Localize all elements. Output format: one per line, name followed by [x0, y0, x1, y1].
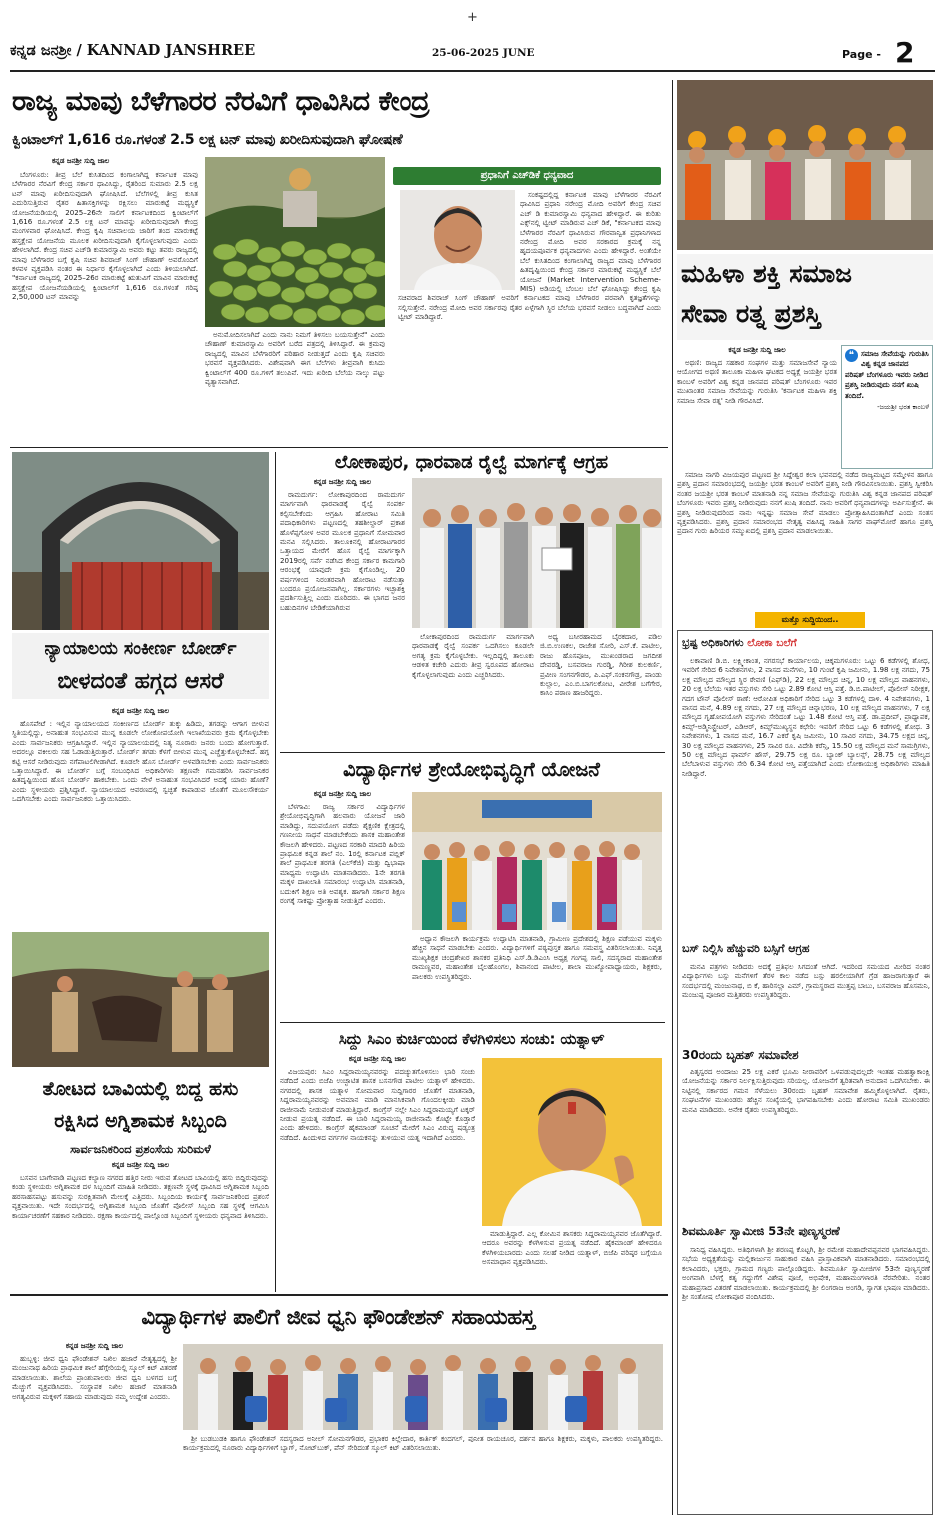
meeting-title: 30ರಂದು ಬೃಹತ್ ಸಮಾವೇಶ	[682, 1048, 799, 1062]
story6-headline-box	[12, 1073, 269, 1143]
story1-body-left: ಬೆಂಗಳೂರು: ತೀವ್ರ ಬೆಲೆ ಕುಸಿತದಿಂದ ಕಂಗಾಲಾಗಿದ್ದ ಕರ್ನಾಟಕ ಮಾವು ಬೆಳೆಗಾರರ ನೆರವಿಗೆ ಕೇಂದ್ರ ಸರ್ಕಾರ ಧಾವಿಸಿದ್ದು, ರೈತರಿಂದ ಸುಮಾರು 2.5 ಲಕ್ಷ ಟನ್ ಮಾವು ಖರೀದಿಸುವುದಾಗಿ ಘೋಷಿಸಿದೆ. ಬೆಲೆಗಳಲ್ಲಿ ತೀವ್ರ ಕುಸಿತ ಎದುರಿಸುತ್ತಿರುವ ರೈತರ ಹಿತಾಸಕ್ತಿಗಳನ್ನು ರಕ್ಷಿಸಲು ಮಾರುಕಟ್ಟೆ ಮಧ್ಯಸ್ಥಿಕೆ ಯೋಜನೆಯಡಿಯಲ್ಲಿ 2025–26ನೇ ಸಾಲಿಗೆ ಕರ್ನಾಟಕದಿಂದ ಕ್ವಿಂಟಾಲ್‌ಗೆ 1,616 ರೂ.ಗಳಂತೆ 2.5 ಲಕ್ಷ ಟನ್ ಮಾವನ್ನು ಖರೀದಿಸುವುದಾಗಿ ಕೇಂದ್ರ ಮಂಗಳವಾರ ಘೋಷಿಸಿದೆ. ಕೇಂದ್ರ ಕೃಷಿ ಸಚಿವಾಲಯ ಜಾರಿಗೆ ತಂದ ಮಾರುಕಟ್ಟೆ ಹಸ್ತಕ್ಷೇಪ ಯೋಜನೆಯ ಮೂಲಕ ಖರೀದಿಸುವುದಾಗಿ ಕೈಗೊಳ್ಳಲಾಗುವುದು ಎಂದು ಹೇಳಲಾಗಿದೆ. ಕೇಂದ್ರ ಸಚಿವ ಎಚ್‌ಡಿ ಕುಮಾರಸ್ವಾಮಿ ಅವರು ಕಟ್ಟು ತವರು ರಾಜ್ಯದಲ್ಲಿ ಮಾವು ಬೆಳೆಗಾರರ ಬಗ್ಗೆ ಕೃಷಿ ಸಚಿವ ಶಿವರಾಜ್ ಸಿಂಗ್ ಚೌಹಾಣ್ ಅವರೊಂದಿಗೆ ಕಳವಳ ವ್ಯಕ್ತಪಡಿಸಿ ನಂತರ ಈ ನಿರ್ಧಾರ ಕೈಗೊಳ್ಳಲಾಗಿದೆ ಎಂದು ತಿಳಿಯಲಾಗಿದೆ. "ಕರ್ನಾಟಕ ರಾಜ್ಯದಲ್ಲಿ 2025–26ರ ಮಾರುಕಟ್ಟೆ ಋತುವಿಗೆ ಮಾವಿನ ಮಾರುಕಟ್ಟೆ ಹಸ್ತಕ್ಷೇಪ ಯೋಜನೆಯಡಿಯಲ್ಲಿ ಕ್ವಿಂಟಾಲ್‌ಗೆ 1,616 ರೂ.ಗಳಂತೆ ಗರಿಷ್ಠ 2,50,000 ಟನ್ ಮಾವನ್ನು	[12, 170, 198, 302]
story2-headline-line1: ಮಹಿಳಾ ಶಕ್ತಿ ಸಮಾಜ	[681, 259, 852, 288]
story6-subhead: ಸಾರ್ವಜನಿಕರಿಂದ ಪ್ರಶಂಸೆಯ ಸುರಿಮಳೆ	[70, 1142, 211, 1156]
story7-body-right: ಮಾಡುತ್ತಿದ್ದಾರೆ. ಎಲ್ಲ ಕೋಮಿನ ಶಾಸಕರು ಸಿದ್ದರಾಮಯ್ಯನವರ ಜೊತೆಗಿದ್ದಾರೆ. ಆದರೂ ಅವರನ್ನು ಕೆಳಗಿಳಿಸುವ ಪ್ರಯತ್ನ ನಡೆದಿದೆ. ಹೈಕಮಾಂಡ್ ಹೇಳಿದರೂ ಕೆಳಗಿಳಿಯಬಾರದು ಎಂದು ಸಲಹೆ ನೀಡಿದ ಯತ್ನಾಳ್, ಬಿಜೆಪಿ ವರಿಷ್ಠರ ಬಗ್ಗೆಯೂ ಅಸಮಾಧಾನ ವ್ಯಕ್ತಪಡಿಸಿದರು.	[482, 1229, 662, 1267]
story1-headline: ರಾಜ್ಯ ಮಾವು ಬೆಳೆಗಾರರ ನೆರವಿಗೆ ಧಾವಿಸಿದ ಕೇಂದ್ರ	[12, 86, 430, 117]
lokayukta-body: ಲಕಾವಾಣಿ ಡಿ.ಬಿ. ಲಕ್ಷ್ಮೀಕಾಂತ, ನಗರಸಭೆ ಕಾರ್ಯಾಲಯ, ಚಿಕ್ಕಮಗಳೂರು: ಒಟ್ಟು 6 ಕಡೆಗಳಲ್ಲಿ ಶೋಧ, ಇವರಿಗೆ ಸೇರಿದ 6 ನಿವೇಶನಗಳು, 2 ವಾಸದ ಮನೆಗಳು, 10 ಗುಂಟೆ ಕೃಷಿ ಜಮೀನು, 1.98 ಲಕ್ಷ ನಗದು, 75 ಲಕ್ಷ ಮೌಲ್ಯದ ಮೌಲ್ಯದ ಸ್ಥಿರ ಠೇವಣಿ (ಎಫ್‌ಡಿ), 22 ಲಕ್ಷ ಮೌಲ್ಯದ ಚಿನ್ನ, 10 ಲಕ್ಷ ಮೌಲ್ಯದ ವಾಹನಗಳು, 20 ಲಕ್ಷ ಬೆಲೆಯ ಇತರ ವಸ್ತುಗಳು ಸೇರಿ ಒಟ್ಟು 2.89 ಕೋಟಿ ಆಸ್ತಿ ಪತ್ತೆ. ಡಿ.ಬಿ.ಪಾಟೀಲ್, ಪೊಲೀಸ್ ನಿರೀಕ್ಷಕ, ಗದಗ ಟೌನ್ ಪೊಲೀಸ್ ಠಾಣೆ: ಆರೋಪಿತ ಅಧಿಕಾರಿಗೆ ಸೇರಿದ ಒಟ್ಟು 3 ಕಡೆಗಳಲ್ಲಿ ದಾಳಿ. 4 ನಿವೇಶನಗಳು, 1 ವಾಸದ ಮನೆ, 4.89 ಲಕ್ಷ ನಗದು, 27 ಲಕ್ಷ ಮೌಲ್ಯದ ಚಿನ್ನಾಭರಣ, 10 ಲಕ್ಷ ಮೌಲ್ಯದ ವಾಹನಗಳು, 7 ಲಕ್ಷ ಮೌಲ್ಯದ ಗೃಹೋಪಯೋಗಿ ವಸ್ತುಗಳು ಸೇರಿದಂತೆ ಒಟ್ಟು 1.48 ಕೋಟಿ ಆಸ್ತಿ ಪತ್ತೆ. ಡಾ.ಪ್ರದೀಪ್, ಪ್ರಾಧ್ಯಾಪಕ, ಕಿಮ್ಸ್-ಅಡ್ಮಿನಿಸ್ಟ್ರೇಟರ್, ಎಡಿಆರ್, ಕಿಮ್ಸ್‌ಮುಖ್ಯಸ್ಥನ ಕಛೇರಿ: ಇವರಿಗೆ ಸೇರಿದ ಒಟ್ಟು 6 ಕಡೆಗಳಲ್ಲಿ ಶೋಧ. 3 ನಿವೇಶನಗಳು, 1 ವಾಸದ ಮನೆ, 16.7 ಎಕರೆ ಕೃಷಿ ಜಮೀನು, 10 ಸಾವಿರ ನಗದು, 34.75 ಲಕ್ಷದ ಚಿನ್ನ, 30 ಲಕ್ಷ ಮೌಲ್ಯದ ವಾಹನಗಳು, 25 ಸಾವಿರ ರೂ. ವಿದೇಶಿ ಕರೆನ್ಸಿ, 15.50 ಲಕ್ಷ ಮೌಲ್ಯದ ಮನೆ ಸಾಮಗ್ರಿಗಳು, 50 ಲಕ್ಷ ಮೌಲ್ಯದ ಫಾರ್ಮ್ ಹೌಸ್, 29.75 ಲಕ್ಷ ರೂ. ಬ್ಯಾಂಕ್ ಬ್ಯಾಲನ್ಸ್, 28.75 ಲಕ್ಷ ಮೌಲ್ಯದ ಬೆಲೆಬಾಳುವ ವಸ್ತುಗಳು ಸೇರಿ 6.34 ಕೋಟಿ ಆಸ್ತಿ ಪತ್ತೆಯಾಗಿದೆ ಎಂದು ಲೋಕಾಯುಕ್ತ ಅಧಿಕಾರಿಗಳು ಮಾಹಿತಿ ನೀಡಿದ್ದಾರೆ.	[682, 656, 930, 778]
pm-thanks-box-body: ಸಂಕಷ್ಟದಲ್ಲಿದ್ದ ಕರ್ನಾಟಕ ಮಾವು ಬೆಳೆಗಾರರ ನೆರವಿಗೆ ಧಾವಿಸಿದ ಪ್ರಧಾನಿ ನರೇಂದ್ರ ಮೋದಿ ಅವರಿಗೆ ಕೇಂದ್ರ ಸಚಿವ ಎಚ್ ಡಿ ಕುಮಾರಸ್ವಾಮಿ ಧನ್ಯವಾದ ಹೇಳಿದ್ದಾರೆ. ಈ ಕುರಿತು ಎಕ್ಸ್‌ನಲ್ಲಿ ಟ್ವೀಟ್ ಮಾಡಿರುವ ಎಚ್ ಡಿಕೆ, "ಕರ್ನಾಟಕದ ಮಾವು ಬೆಳೆಗಾರರ ನೆರವಿಗೆ ಧಾವಿಸಿರುವ ಗೌರವಾನ್ವಿತ ಪ್ರಧಾನಿಗಳಾದ ನರೇಂದ್ರ ಮೋದಿ ಅವರ ಸರಕಾರದ ಕ್ರಮಕ್ಕೆ ನನ್ನ ಹೃದಯಪೂರ್ವಕ ಧನ್ಯವಾದಗಳು ಎಂದು ಹೇಳಿದ್ದಾರೆ. ಅಂತೆಯೇ ಬೆಲೆ ಕುಸಿತದಿಂದ ಕಂಗಾಲಾಗಿದ್ದ ರಾಜ್ಯದ ಮಾವು ಬೆಳೆಗಾರರ ಹಿತದೃಷ್ಟಿಯಿಂದ ಕೇಂದ್ರ ಸರ್ಕಾರ ಮಾರುಕಟ್ಟೆ ಮಧ್ಯಸ್ಥಿಕೆ ಬೆಲೆ ಯೋಜನೆ (Market Intervention Scheme-MIS) ಅಡಿಯಲ್ಲಿ ಬೆಂಬಲ ಬೆಲೆ ಘೋಷಿಸಿದ್ದು ಕೇಂದ್ರ ಕೃಷಿ ಸಚಿವರಾದ ಶಿವರಾಜ್ ಸಿಂಗ್ ಚೌಹಾಣ್ ಅವರಿಗೆ ಕರ್ನಾಟಕದ ಮಾವು ಬೆಳೆಗಾರರ ಪರವಾಗಿ ಕೃತಜ್ಞತೆಗಳನ್ನು ಸಲ್ಲಿಸುತ್ತೇನೆ. ನರೇಂದ್ರ ಮೋದಿ ಅವರ ಸರ್ಕಾರವು ರೈತರ ಏಳ್ಗೆಗಾಗಿ ಸ್ಥಿರ ಬೆಲೆಯ ಭರವಸೆ ನೀಡಲು ಬದ್ಧವಾಗಿದೆ ಎಂದು ಟ್ವೀಟ್ ಮಾಡಿದ್ದಾರೆ.	[398, 190, 661, 322]
story3-body-right: ಅಧ್ಯ ಬಸೀರಹಾಮದ ಬೈರಕದಾರ, ಪಡಿಲ ಜಿ.ಬಿ.ಉಣಕಲ, ರಾಜೇಶ ಸೋರಿ, ಎಸ್.ಕೆ. ಪಾಟೀಲ, ರಾಜು ಹೊಸಪೂಜ, ಮುಖಂಡರಾದ ಜಗದೀಶ ದೇವರಡ್ಡಿ, ಬಸವರಾಜ ಗುರಡ್ಡಿ, ಗಿರೀಶ ಕುಲಕರ್ಣಿ, ಪ್ರವೀಣ ಸಂಗನಗೌಡರ, ಪಿ.ಎಫ್.ಸಂಕನಗೌಡ್ರ, ಪಾಂಡು ಕುಲ್ಲಾಲ, ಎಂ.ಬಿ.ಬಾಗಲಕೋಟ, ವೀರೇಶ ಬಗೆಗೇರ, ಕಾಸಿಂ ಪಠಾಣ ಹಾಜರಿದ್ದರು.	[540, 632, 662, 698]
story8-byline: ಕನ್ನಡ ಜನಶ್ರೀ ಸುದ್ದಿ ಜಾಲ	[65, 1342, 124, 1350]
story8-kit-distribution-photo	[183, 1344, 663, 1430]
story2-byline: ಕನ್ನಡ ಜನಶ್ರೀ ಸುದ್ದಿ ಜಾಲ	[728, 346, 786, 354]
story4-headline-line1: ನ್ಯಾಯಾಲಯ ಸಂಕೀರ್ಣ ಬೋರ್ಡ್	[44, 639, 237, 659]
kit-distribution-illustration	[183, 1344, 663, 1430]
story2-body-top: ಅಥಣಿ: ರಾಜ್ಯದ ಸಹಕಾರ ಸಂಘಗಳ ಮತ್ತು ಸಮಾಜಸೇವೆ ನ್ಯಾಯ ಆಯೋಗದ ಅಥಣಿ ತಾಲೂಕಾ ಮಹಿಳಾ ಘಟಕದ ಅಧ್ಯಕ್ಷೆ ಜಯಶ್ರೀ ಭರತ ಕಾಂಬಳೆ ಅವರಿಗೆ ವಿಶ್ವ ಕನ್ನಡ ಜಾನಪದ ಪರಿಷತ್ ಬೆಂಗಳೂರು ಇವರ ಮುಖಾಂತರ ಸಮಾಜ ಸೇವೆಯನ್ನು ಗುರುತಿಸಿ 'ಕರ್ನಾಟಕ ಮಹಿಳಾ ಶಕ್ತಿ ಸಮಾಜ ಸೇವಾ ರತ್ನ' ನೀಡಿ ಗೌರವಿಸಿದೆ.	[677, 358, 837, 405]
story5-body-left: ಬೆಳಗಾವಿ: ರಾಜ್ಯ ಸರ್ಕಾರ ವಿದ್ಯಾರ್ಥಿಗಳ ಶ್ರೇಯೋಭಿವೃದ್ಧಿಗಾಗಿ ಹಲವಾರು ಯೋಜನೆ ಜಾರಿ ಮಾಡಿದ್ದು, ಸದುಪಯೋಗ ಪಡೆದು ಶೈಕ್ಷಣಿಕ ಕ್ಷೇತ್ರದಲ್ಲಿ ಗಣನೀಯ ಸಾಧನೆ ಮಾಡಬೇಕೆಂದು ಶಾಸಕ ಮಹಾಂತೇಶ ಕೌಜಲಗಿ ಹೇಳಿದರು. ಪಟ್ಟಣದ ಸರಕಾರಿ ಮಾದರಿ ಹಿರಿಯ ಪ್ರಾಥಮಿಕ ಕನ್ನಡ ಶಾಲೆ ನಂ. 1ರಲ್ಲಿ ಕರ್ನಾಟಕ ಪಬ್ಲಿಕ್ ಶಾಲೆ ಪ್ರಾಥಮಿಕ ತರಗತಿ (ಎಲ್‌ಕೆಜಿ) ಮತ್ತು ದ್ವಿಭಾಷಾ ಮಾಧ್ಯಮ ಉದ್ಘಾಟಿಸಿ ಮಾತನಾಡಿದರು. 1ನೇ ತರಗತಿ ಮಕ್ಕಳ ದಾಖಲಾತಿ ಸಮಾರಂಭ ಉದ್ಘಾಟಿಸಿ ಮಾತನಾಡಿ, ಬದುಕಿಗೆ ಶಿಕ್ಷಣ ಅತಿ ಅವಶ್ಯಕ. ಹಾಗಾಗಿ ಸರ್ಕಾರ ಶಿಕ್ಷಣ ರಂಗಕ್ಕೆ ಸಾಕಷ್ಟು ಪ್ರೋತ್ಸಾಹ ನೀಡುತ್ತಿದೆ ಎಂದರು.	[280, 802, 405, 906]
story4-body: ಹೊಸಪೇಟೆ : ಇಲ್ಲಿನ ನ್ಯಾಯಾಲಯದ ಸಂಕೀರ್ಣದ ಬೋರ್ಡ್ ತುಕ್ಕು ಹಿಡಿದು, ತಗಡನ್ನು ಆಗಾಗ ಬೀಳುವ ಸ್ಥಿತಿಯಲ್ಲಿದ್ದು, ಅನಾಹುತ ಸಂಭವಿಸುವ ಮುನ್ನ ಕೂಡಲೇ ಲೋಕೋಪಯೋಗಿ ಇಲಾಖೆಯವರು ಕ್ರಮ ಕೈಗೊಳ್ಳಬೇಕು ಎಂದು ಸಾರ್ವಜನಿಕರು ಆಗ್ರಹಿಸಿದ್ದಾರೆ. ಇಲ್ಲಿನ ನ್ಯಾಯಾಲಯದಲ್ಲಿ ನಿತ್ಯ ನೂರಾರು ಜನರು ಬಂದು ಹೋಗುತ್ತಾರೆ. ಅದರಲ್ಲೂ ವಕೀಲರು ಸಹ ಓಡಾಡುತ್ತಿರುತ್ತಾರೆ. ಬೋರ್ಡ್ ತಗಡು ಕೆಳಗೆ ಬೀಳುವ ಮುನ್ನ ಎಚ್ಚೆತ್ತುಕೊಳ್ಳಬೇಕಿದೆ. ಹಗ್ಗ ಕಟ್ಟಿ ಆಸರೆ ನೀಡಿರುವುದು ನಗೆಪಾಟಲಿಗೀಡಾಗಿದೆ. ಕೂಡಲೇ ಹೊಸ ಬೋರ್ಡ್ ಅಳವಡಿಸಬೇಕು ಎಂದು ಸಾರ್ವಜನಿಕರು ಒತ್ತಾಯಿಸಿದ್ದಾರೆ. ಈ ಬೋರ್ಡ್ ಬಗ್ಗೆ ಸಂಬಂಧಿಸಿದ ಅಧಿಕಾರಿಗಳು ತಕ್ಷಣವೇ ಗಮನಹರಿಸಿ ಸಾರ್ವಜನಿಕರ ಹಿತದೃಷ್ಟಿಯಿಂದ ಹೊಸ ಬೋರ್ಡ್ ಹಾಕಬೇಕು. ಒಂದು ವೇಳೆ ಅನಾಹುತ ಸಂಭವಿಸಿದರೆ ಅದಕ್ಕೆ ಯಾರು ಹೊಣೆ? ಎಂದು ಸ್ಥಳೀಯರು ಪ್ರಶ್ನಿಸಿದ್ದಾರೆ. ನ್ಯಾಯಾಲಯದ ಆವರಣದಲ್ಲಿ ಸ್ವಚ್ಛತೆ ಕಾಪಾಡುವ ಜೊತೆಗೆ ಮೂಲಸೌಕರ್ಯ ಒದಗಿಸಬೇಕು ಎಂದು ಸಾರ್ವಜನಿಕರು ಒತ್ತಾಯಿಸಿದರು.	[12, 719, 269, 804]
story8-body-left: ಹುಬ್ಬಳ್ಳಿ: ಜೀವ ಧ್ವನಿ ಫೌಂಡೇಶನ್ ನಿಖಿಲ ಹಜಾರೆ ನೇತೃತ್ವದಲ್ಲಿ ಶ್ರೀ ಮಂಜುನಾಥ ಹಿರಿಯ ಪ್ರಾಥಮಿಕ ಶಾಲೆ ಹೆಗ್ಗೇರಿಯಲ್ಲಿ ಸ್ಕೂಲ್ ಕಿಟ್ ವಿತರಣೆ ಮಾಡಲಾಯಿತು. ಶಾಲೆಯ ಪ್ರಾಂಶುಪಾಲರು ಜೀವ ಧ್ವನಿ ಬಳಗದ ಬಗ್ಗೆ ಮೆಚ್ಚುಗೆ ವ್ಯಕ್ತಪಡಿಸಿದರು. ಸಂಸ್ಥಾಪಕ ನಿಖಿಲ ಹಜಾರೆ ಮಾತನಾಡಿ ಅಗತ್ಯವಿರುವ ಮಕ್ಕಳಿಗೆ ಸಹಾಯ ಮಾಡುವುದು ನಮ್ಮ ಉದ್ದೇಶ ಎಂದರು.	[12, 1354, 177, 1401]
story3-headline: ಲೋಕಾಪುರ, ಧಾರವಾಡ ರೈಲ್ವೆ ಮಾರ್ಗಕ್ಕೆ ಆಗ್ರಹ	[334, 452, 609, 473]
swamiji-body: ಸಾನಿಧ್ಯ ವಹಿಸಿದ್ದರು. ಅತಿಥಿಗಳಾಗಿ ಶ್ರೀ ಶರಣಪ್ಪ ಕೊಟ್ಟಗಿ, ಶ್ರೀ ರಮೇಶ ಮಹಾದೇವಪ್ಪನವರ ಭಾಗವಹಿಸಿದ್ದರು. ಸಭೆಯ ಅಧ್ಯಕ್ಷತೆಯನ್ನು ಮಲ್ಲಿಕಾರ್ಜುನ ಸಾಹುಕಾರ ವಹಿಸಿ ಪ್ರಾಸ್ತಾವಿಕವಾಗಿ ಮಾತನಾಡಿದರು. ಸಮಾರಂಭದಲ್ಲಿ ಕಲಾವಿದರು, ಭಕ್ತರು, ಗ್ರಾಮದ ಗಣ್ಯರು ಪಾಲ್ಗೊಂಡಿದ್ದರು. ಶಿವಮೂರ್ತಿ ಸ್ವಾಮೀಜಿಗಳ 53ನೇ ಪುಣ್ಯಸ್ಮರಣೆ ಅಂಗವಾಗಿ ಬೆಳಗ್ಗೆ ಕತೃ ಗದ್ದುಗೆಗೆ ವಿಶೇಷ ಪೂಜೆ, ಅಭಿಷೇಕ, ಮಹಾಮಂಗಳಾರತಿ ನೆರವೇರಿತು. ನಂತರ ಮಹಾಪ್ರಸಾದ ವಿತರಣೆ ಮಾಡಲಾಯಿತು. ಕಾರ್ಯಕ್ರಮದಲ್ಲಿ ಶ್ರೀ ಲಿಂಗರಾಜ ಅಂಗಡಿ, ಸ್ವಾಗತ ಭಾಷಣ ಮಾಡಿದರು. ಶ್ರೀ ಸಂತೋಷ ಲೋಕಾಪೂರ ವಂದಿಸಿದರು.	[682, 1245, 930, 1302]
story5-body-right: ಅಧ್ಯಾನ ಕೌಜಲಗಿ ಕಾರ್ಯಕ್ರಮ ಉದ್ಘಾಟಿಸಿ ಮಾತನಾಡಿ, ಗ್ರಾಮೀಣ ಪ್ರದೇಶದಲ್ಲಿ ಶಿಕ್ಷಣ ಪಡೆಯುವ ಮಕ್ಕಳು ಹೆಚ್ಚಿನ ಸಾಧನೆ ಮಾಡಬೇಕು ಎಂದರು. ವಿದ್ಯಾರ್ಥಿಗಳಿಗೆ ಪಠ್ಯಪುಸ್ತಕ ಹಾಗೂ ಸಮವಸ್ತ್ರ ವಿತರಿಸಲಾಯಿತು. ನಿವೃತ್ತ ಮುಖ್ಯಶಿಕ್ಷಕ ಚಂದ್ರಶೇಖರ ಶಾಸಕರ ಪ್ರತಿನಿಧಿ ಎಸ್.ಡಿ.ಡಿಎಂಸಿ ಅಧ್ಯಕ್ಷ ಗಂಗಪ್ಪ ಸಾಲಿ, ಸದಸ್ಯರಾದ ಮಹಾಂತೇಶ ರಾಮಣ್ಣವರ, ಮಹಾಂತೇಶ ಬೈಲಹೊಂಗಲ, ಶಿವಾನಂದ ಪಾಟೀಲ, ಶಾಲಾ ಮುಖ್ಯೋಪಾಧ್ಯಾಯರು, ಶಿಕ್ಷಕರು, ಪಾಲಕರು ಉಪಸ್ಥಿತರಿದ್ದರು.	[412, 934, 662, 981]
story6-byline: ಕನ್ನಡ ಜನಶ್ರೀ ಸುದ್ದಿ ಜಾಲ	[111, 1161, 170, 1169]
story3-body-mid: ಲೋಕಾಪುರದಿಂದ ರಾಮದುರ್ಗ ಮಾರ್ಗವಾಗಿ ಧಾರವಾಡಕ್ಕೆ ರೈಲ್ವೆ ಸಂಪರ್ಕ ಒದಗಿಸಲು ಕೂಡಲೇ ಅಗತ್ಯ ಕ್ರಮ ಕೈಗೊಳ್ಳಬೇಕು. ಇಲ್ಲದಿದ್ದಲ್ಲಿ ತಾಲೂಕು ಆಡಳಿತ ಕಚೇರಿ ಎದುರು ತೀವ್ರ ಸ್ವರೂಪದ ಹೋರಾಟ ಕೈಗೊಳ್ಳಲಾಗುವುದು ಎಂದು ಎಚ್ಚರಿಸಿದರು.	[412, 632, 534, 679]
swamiji-title: ಶಿವಮೂರ್ತಿ ಸ್ವಾಮೀಜಿ 53ನೇ ಪುಣ್ಯಸ್ಮರಣೆ	[682, 1224, 840, 1238]
page-number: 2	[895, 36, 915, 69]
story3-byline: ಕನ್ನಡ ಜನಶ್ರೀ ಸುದ್ದಿ ಜಾಲ	[313, 478, 372, 486]
story2-body-bottom: ಸಮಾಜ ನಾಗರಿ ವಿಜಯಪುರ ಪಟ್ಟಣದ ಶ್ರೀ ಸಿದ್ದೇಶ್ವರ ಕಲಾ ಭವನದಲ್ಲಿ ನಡೆದ ರಾಜ್ಯಮಟ್ಟದ ಸಮ್ಮೇಳನ ಹಾಗೂ ಪ್ರಶಸ್ತಿ ಪ್ರದಾನ ಸಮಾರಂಭದಲ್ಲಿ ಜಯಶ್ರೀ ಭರತ ಕಾಂಬಳೆ ಅವರಿಗೆ ಪ್ರಶಸ್ತಿ ನೀಡಿ ಗೌರವಿಸಲಾಯಿತು. ಪ್ರಶಸ್ತಿ ಸ್ವೀಕರಿಸಿ ನಂತರ ಜಯಶ್ರೀ ಭರತ ಕಾಂಬಳೆ ಮಾತನಾಡಿ ನನ್ನ ಸಮಾಜ ಸೇವೆಯನ್ನು ಗುರುತಿಸಿ ವಿಶ್ವ ಕನ್ನಡ ಜಾನಪದ ಪರಿಷತ್ ಬೆಂಗಳೂರು ಇವರು ಪ್ರಶಸ್ತಿ ನೀಡಿರುವುದು ನನಗೆ ಖುಷಿ ತಂದಿದೆ. ನಾನು ಅವರಿಗೆ ಧನ್ಯವಾದಗಳನ್ನು ಅರ್ಪಿಸುತ್ತೇನೆ. ಈ ಪ್ರಶಸ್ತಿ ನೀಡಿರುವುದರಿಂದ ನಾನು ಇನ್ನಷ್ಟು ಸಮಾಜ ಸೇವೆ ಮಾಡಲು ಪ್ರೋತ್ಸಾಹಿಸಿದಂತಾಗಿದೆ ಎಂದು ಸಂತಸ ವ್ಯಕ್ತಪಡಿಸಿದರು. ಪ್ರಶಸ್ತಿ ಪ್ರದಾನ ಸಮಾರಂಭದ ನೇತೃತ್ವ ವಹಿಸಿದ್ದ ಸಾಹಿತಿ ಸಾಗರ ವಾಘ್‌ಮೋರೆ ಹಾಗೂ ಪ್ರಶಸ್ತಿ ಪ್ರದಾನ ಗುರು ಹಿರಿಯರ ಸಮ್ಮುಖದಲ್ಲಿ ಪ್ರಶಸ್ತಿ ಪ್ರದಾನ ಮಾಡಲಾಯಿತು.	[677, 470, 933, 536]
lokayukta-title-a: ಭ್ರಷ್ಟ ಅಧಿಕಾರಿಗಳು	[682, 637, 748, 649]
story4-headline-line2: ಬೀಳದಂತೆ ಹಗ್ಗದ ಆಸರೆ	[57, 669, 224, 694]
story1-subhead: ಕ್ವಿಂಟಾಲ್‌ಗೆ 1,616 ರೂ.ಗಳಂತೆ 2.5 ಲಕ್ಷ ಟನ್ ಮಾವು ಖರೀದಿಸುವುದಾಗಿ ಘೋಷಣೆ	[12, 132, 403, 148]
story3-bottom-rule	[280, 752, 665, 753]
left-column-rule	[275, 452, 276, 1292]
pm-thanks-box-title: ಪ್ರಧಾನಿಗೆ ಎಚ್‌ಡಿಕೆ ಧನ್ಯವಾದ	[393, 167, 661, 185]
story7-byline: ಕನ್ನಡ ಜನಶ್ರೀ ಸುದ್ದಿ ಜಾಲ	[348, 1055, 407, 1063]
school-event-illustration	[412, 792, 662, 930]
story2-headline-line2: ಸೇವಾ ರತ್ನ ಪ್ರಶಸ್ತಿ	[681, 299, 821, 328]
yatnal-photo	[482, 1058, 662, 1226]
story5-bottom-rule	[280, 1022, 665, 1023]
page-label: Page -	[842, 48, 881, 61]
bus-title: ಬಸ್ ನಿಲ್ಲಿಸಿ ಹೆಚ್ಚುವರಿ ಬಸ್ಸಿಗೆ ಆಗ್ರಹ	[682, 942, 810, 955]
masthead-title: ಕನ್ನಡ ಜನಶ್ರೀ / KANNAD JANSHREE	[10, 42, 256, 59]
lokayukta-title-b: ಲೋಕಾ ಬಲೆಗೆ	[747, 637, 797, 649]
story8-headline: ವಿದ್ಯಾರ್ಥಿಗಳ ಪಾಲಿಗೆ ಜೀವ ಧ್ವನಿ ಫೌಂಡೇಶನ್ ಸಹಾಯಹಸ್ತ	[141, 1305, 535, 1330]
story2-quote-box	[841, 345, 933, 469]
story1-body-below-photo: ಅನುಮೋದಿಸಲಾಗಿದೆ ಎಂದು ನಾನು ನಿಮಗೆ ತಿಳಿಸಲು ಬಯಸುತ್ತೇನೆ" ಎಂದು ಚೌಹಾಣ್ ಕುಮಾರಸ್ವಾಮಿ ಅವರಿಗೆ ಬರೆದ ಪತ್ರದಲ್ಲಿ ತಿಳಿಸಿದ್ದಾರೆ. ಈ ಕ್ರಮವು ರಾಜ್ಯದಲ್ಲಿ ಮಾವಿನ ಬೆಳೆಗಾರರಿಗೆ ಪರಿಹಾರ ನೀಡುತ್ತದೆ ಎಂದು ಕೃಷಿ ಸಚಿವರು ಭರವಸೆ ವ್ಯಕ್ತಪಡಿಸಿದರು. ವಿಶೇಷವಾಗಿ ಈಗ ಬೆಲೆಗಳು ತೀವ್ರವಾಗಿ ಕುಸಿದು ಕ್ವಿಂಟಾಲ್‌ಗೆ 400 ರೂ.ಗಳಿಗೆ ತಲುಪಿವೆ. ಇದು ಖರೀದಿ ಬೆಲೆಯ ನಾಲ್ಕು ಪಟ್ಟು ವ್ಯತ್ಯಾಸವಾಗಿದೆ.	[205, 330, 385, 387]
story5-byline: ಕನ್ನಡ ಜನಶ್ರೀ ಸುದ್ದಿ ಜಾಲ	[313, 790, 372, 798]
story5-headline: ವಿದ್ಯಾರ್ಥಿಗಳ ಶ್ರೇಯೋಭಿವೃದ್ಧಿಗೆ ಯೋಜನೆ	[343, 758, 600, 781]
bus-body: ಮನವಿ ಪತ್ರಗಳು ನೀಡಿದರು ಅದಕ್ಕೆ ಪ್ರತಿಫಲ ಸಿಗದಂತೆ ಆಗಿದೆ. ಇದರಿಂದ ಸಮಯದ ಮೀರಿದ ನಂತರ ವಿದ್ಯಾರ್ಥಿಗಳು ಬಸ್ಸು ಮನೆಗಳಿಗೆ ತೆರಳ ಕಾಲ ನಡೆದ ಬಸ್ಸು ಹರಲೀಯಾಗಿಗೆ ಗ್ರೆಡ ಹಾಜರಾಗುತ್ತಾರೆ ಈ ಸಂದರ್ಭದಲ್ಲಿ ಮಂಜುನಾಥ, ಬಿ ಕೆ, ಹಾರಿಸಲ್ಲಾ ಎಮ್, ಗ್ರಾಮಸ್ಥರಾದ ಮುತ್ತಪ್ಪ ಬಾಬು, ಬಸವರಾಜ ಹೊಸಮನಿ, ಮಂಜುಪ್ಪ ಪೂಜಾರ ಮತ್ತಿತರರು ಉಪಸ್ಥಿತರಿದ್ದರು.	[682, 962, 930, 1000]
mango-farmer-illustration	[205, 157, 385, 327]
court-arch-illustration	[12, 452, 269, 630]
story4-court-gate-photo	[12, 452, 269, 630]
right-column-rule	[672, 80, 673, 1515]
story1-mango-photo	[205, 157, 385, 327]
story6-body: ಬಸವನ ಬಾಗೇವಾಡಿ ಪಟ್ಟಣದ ಕಲ್ಯಾಣ ನಗರದ ಹತ್ತಿರ ನೀರು ಇರುವ ತೋಟದ ಬಾವಿಯಲ್ಲಿ ಹಸು ಬಿದ್ದಿರುವುದನ್ನು ಕಂಡು ಸ್ಥಳೀಯರು ಅಗ್ನಿಶಾಮಕ ದಳ ಸಿಬ್ಬಂದಿಗೆ ಮಾಹಿತಿ ನೀಡಿದರು. ತಕ್ಷಣವೇ ಸ್ಥಳಕ್ಕೆ ಧಾವಿಸಿದ ಅಗ್ನಿಶಾಮಕ ಸಿಬ್ಬಂದಿ ಹರಸಾಹಸಪಟ್ಟು ಹಸುವನ್ನು ಸುರಕ್ಷಿತವಾಗಿ ಮೇಲಕ್ಕೆ ಎತ್ತಿದರು. ಸಿಬ್ಬಂದಿಯ ಕಾರ್ಯಕ್ಕೆ ಸಾರ್ವಜನಿಕರಿಂದ ಪ್ರಶಂಸೆ ವ್ಯಕ್ತವಾಯಿತು. ಇದೇ ಸಂದರ್ಭದಲ್ಲಿ ಅಗ್ನಿಶಾಮಕ ಸಿಬ್ಬಂದಿ ಜೊತೆಗೆ ಪೊಲೀಸ್ ಸಿಬ್ಬಂದಿ ಸಹ ಸ್ಥಳಕ್ಕೆ ಆಗಮಿಸಿ ಕಾರ್ಯಾಚರಣೆಗೆ ಸಹಕಾರ ನೀಡಿದರು. ರಕ್ಷಣಾ ಕಾರ್ಯದಲ್ಲಿ ಪಾಲ್ಗೊಂಡ ಸಿಬ್ಬಂದಿಗೆ ಸ್ಥಳೀಯರು ಧನ್ಯವಾದ ತಿಳಿಸಿದರು.	[12, 1173, 269, 1220]
story6-headline-line1: ತೋಟದ ಬಾವಿಯಲ್ಲಿ ಬಿದ್ದ ಹಸು	[42, 1078, 239, 1100]
story1-bottom-rule	[10, 447, 668, 448]
more-news-tab: ಮತ್ತೊ ಸುದ್ದಿಯಿಂದ..	[755, 612, 865, 628]
quote-icon: ❝	[845, 349, 858, 362]
memorandum-submission-illustration	[412, 478, 662, 628]
meeting-body: ಪಿತೃಸ್ವರದ ಅಂದಾಜು 25 ಲಕ್ಷ ಎಕರೆ ಭೂಮಿ ನೀರಾವರಿಗೆ ಒಳಪಡುವುದಲ್ಲದೇ ಇಂತಹ ಮಹತ್ವಾಕಾಂಕ್ಷಿ ಯೋಜನೆಯನ್ನು ಸರ್ಕಾರ ನಿರ್ಲಕ್ಷಿಸುತ್ತಿರುವುದು ಸರಿಯಲ್ಲ. ಯೋಜನೆಗೆ ತ್ವರಿತವಾಗಿ ಅನುದಾನ ಒದಗಿಸಬೇಕು. ಈ ನಿಟ್ಟಿನಲ್ಲಿ ಸರ್ಕಾರದ ಗಮನ ಸೆಳೆಯಲು 30ರಂದು ಬೃಹತ್ ಸಮಾವೇಶ ಹಮ್ಮಿಕೊಳ್ಳಲಾಗಿದೆ. ರೈತರು, ಸಂಘಟನೆಗಳ ಮುಖಂಡರು ಹೆಚ್ಚಿನ ಸಂಖ್ಯೆಯಲ್ಲಿ ಭಾಗವಹಿಸಬೇಕು ಎಂದು ಹೋರಾಟ ಸಮಿತಿ ಮುಖಂಡರು ಮನವಿ ಮಾಡಿದರು. ಅನೇಕ ರೈತರು ಉಪಸ್ಥಿತರಿದ್ದರು.	[682, 1067, 930, 1114]
masthead-rule	[10, 70, 935, 72]
story2-quote-text: ಸಮಾಜ ಸೇವೆಯನ್ನು ಗುರುತಿಸಿ ವಿಶ್ವ ಕನ್ನಡ ಜಾನಪದ ಪರಿಷತ್ ಬೆಂಗಳೂರು ಇವರು ನೀಡಿದ ಪ್ರಶಸ್ತಿ ನೀಡಿರುವುದು ನನಗೆ ಖುಷಿ ತಂದಿದೆ.	[845, 349, 929, 400]
story3-body-left: ರಾಮದುರ್ಗ: ಲೋಕಾಪುರದಿಂದ ರಾಮದುರ್ಗ ಮಾರ್ಗವಾಗಿ ಧಾರವಾಡಕ್ಕೆ ರೈಲ್ವೆ ಸಂಪರ್ಕ ಕಲ್ಪಿಸಬೇಕೆಂದು ಆಗ್ರಹಿಸಿ ಹೋರಾಟ ಸಮಿತಿ ಪದಾಧಿಕಾರಿಗಳು ಪಟ್ಟಣದಲ್ಲಿ ತಹಶೀಲ್ದಾರ್ ಪ್ರಕಾಶ ಹೊಳೆಪ್ಪಗೋಳ ಅವರ ಮೂಲಕ ಪ್ರಧಾನಿಗೆ ಸೋಮವಾರ ಮನವಿ ಸಲ್ಲಿಸಿದರು. ತಾಲೂಕಿನಲ್ಲಿ ಹೋರಾಟಗಾರರ ಒತ್ತಾಯದ ಮೇರೆಗೆ ಹೊಸ ರೈಲ್ವೆ ಮಾರ್ಗಕ್ಕಾಗಿ 2019ರಲ್ಲಿ ಸರ್ವೆ ನಡೆಸಿದ ಕೇಂದ್ರ ಸರ್ಕಾರ ಕಾಮಗಾರಿ ಆರಂಭಕ್ಕೆ ಯಾವುದೇ ಕ್ರಮ ಕೈಗೊಂಡಿಲ್ಲ. 20 ವರ್ಷಗಳಿಂದ ನಿರಂತರವಾಗಿ ಹೋರಾಟ ನಡೆಸುತ್ತಾ ಬಂದರೂ ಪ್ರಯೋಜನವಾಗಿಲ್ಲ. ಸರ್ಕಾರಗಳು ಇಚ್ಛಾಶಕ್ತಿ ಪ್ರದರ್ಶಿಸುತ್ತಿಲ್ಲ ಎಂದು ದೂರಿದರು. ಈ ಭಾಗದ ಜನರ ಬಹುದಿನಗಳ ಬೇಡಿಕೆಯಾಗಿರುವ	[280, 490, 405, 612]
award-ceremony-illustration	[677, 80, 933, 250]
politician-gesture-illustration	[482, 1058, 662, 1226]
story6-rescue-photo	[12, 932, 269, 1067]
story5-school-photo	[412, 792, 662, 930]
issue-date: 25-06-2025 JUNE	[432, 47, 535, 59]
story2-quote-author: -ಜಯಶ್ರೀ ಭರತ ಕಾಂಬಳೆ	[877, 403, 929, 412]
registration-mark: +	[467, 10, 478, 25]
story2-headline-box	[677, 254, 933, 340]
story2-award-photo	[677, 80, 933, 250]
story8-body-right: ಶ್ರೀ ಬುಡಬುಡಕಿ ಹಾಗೂ ಫೌಂಡೇಶನ್ ಸದಸ್ಯರಾದ ಅನೀಲ್ ಸೋಮನಗೌಡರ, ಪ್ರಭಾಕರ ಕಿಲ್ಲೇದಾರ, ಕಾರ್ತಿಕ್ ಕಂದಗಲ್, ಪುನೀತ ರಾಯಚೂರ, ದರ್ಶನ ಹಾಗೂ ಶಿಕ್ಷಕರು, ಮಕ್ಕಳು, ಪಾಲಕರು ಉಪಸ್ಥಿತರಿದ್ದರು. ಕಾರ್ಯಕ್ರಮದಲ್ಲಿ ನೂರಾರು ವಿದ್ಯಾರ್ಥಿಗಳಿಗೆ ಬ್ಯಾಗ್, ನೋಟ್‌ಬುಕ್, ಪೆನ್ ಸೇರಿದಂತೆ ಸ್ಕೂಲ್ ಕಿಟ್ ವಿತರಿಸಲಾಯಿತು.	[183, 1434, 663, 1453]
lokayukta-title	[682, 635, 930, 651]
story4-byline: ಕನ್ನಡ ಜನಶ್ರೀ ಸುದ್ದಿ ಜಾಲ	[111, 707, 170, 715]
story6-headline-line2: ರಕ್ಷಿಸಿದ ಅಗ್ನಿಶಾಮಕ ಸಿಬ್ಬಂದಿ	[54, 1110, 227, 1132]
story7-headline: ಸಿದ್ದು ಸಿಎಂ ಕುರ್ಚಿಯಿಂದ ಕೆಳಗಿಳಿಸಲು ಸಂಚು: ಯತ್ನಾಳ್	[338, 1030, 605, 1048]
story4-headline-box	[12, 633, 269, 699]
story3-memorandum-photo	[412, 478, 662, 628]
story7-bottom-rule	[10, 1294, 668, 1296]
story7-body-left: ವಿಜಯಪುರ: ಸಿಎಂ ಸಿದ್ದರಾಮಯ್ಯನವರನ್ನು ಪದಚ್ಯುತಗೊಳಿಸಲು ಭಾರಿ ಸಂಚು ನಡೆದಿದೆ ಎಂದು ಬಿಜೆಪಿ ಉಚ್ಛಾಟಿತ ಶಾಸಕ ಬಸನಗೌಡ ಪಾಟೀಲ ಯತ್ನಾಳ್ ಹೇಳಿದರು. ನಗರದಲ್ಲಿ ಶಾಸಕ ಯತ್ನಾಳ ಸೋಮವಾರ ಸುದ್ದಿಗಾರರ ಜೊತೆಗೆ ಮಾತನಾಡಿ, ಸಿದ್ದರಾಮಯ್ಯನವರನ್ನು ಅವಮಾನ ಮಾಡಿ ಮಾನಸಿಕವಾಗಿ ಗೊಂದಲಕ್ಕೀಡು ಮಾಡಿ ರಾಜೀನಾಮೆ ನೀಡುವಂತೆ ಮಾಡುತ್ತಿದ್ದಾರೆ. ಕಾಂಗ್ರೆಸ್ ನಲ್ಲೇ ಸಿಎಂ ಸಿದ್ದರಾಮಯ್ಯಗೆ ಟಕ್ಕರ್ ನೀಡುವ ಪ್ರಯತ್ನ ನಡೆದಿದೆ. ಈ ಬಾರಿ ಸಿದ್ದರಾಮಯ್ಯ ರಾಜೀನಾಮೆ ಕೊಟ್ಟೇ ಕೊಡ್ತಾರೆ ಎಂದು ಹೇಳಿದರು. ಕಾಂಗ್ರೆಸ್ ಹೈಕಮಾಂಡ್ ಸೂಚನೆ ಮೇರೆಗೆ ಸಿಎಂ ವಿರುದ್ಧ ಷಡ್ಯಂತ್ರ ನಡೆದಿದೆ. ಹಿಂದುಳಿದ ವರ್ಗಗಳ ನಾಯಕನನ್ನು ತುಳಿಯುವ ಯತ್ನ ಇದಾಗಿದೆ ಎಂದರು.	[280, 1067, 475, 1142]
story1-byline: ಕನ್ನಡ ಜನಶ್ರೀ ಸುದ್ದಿ ಜಾಲ	[52, 157, 110, 165]
fire-rescue-illustration	[12, 932, 269, 1067]
